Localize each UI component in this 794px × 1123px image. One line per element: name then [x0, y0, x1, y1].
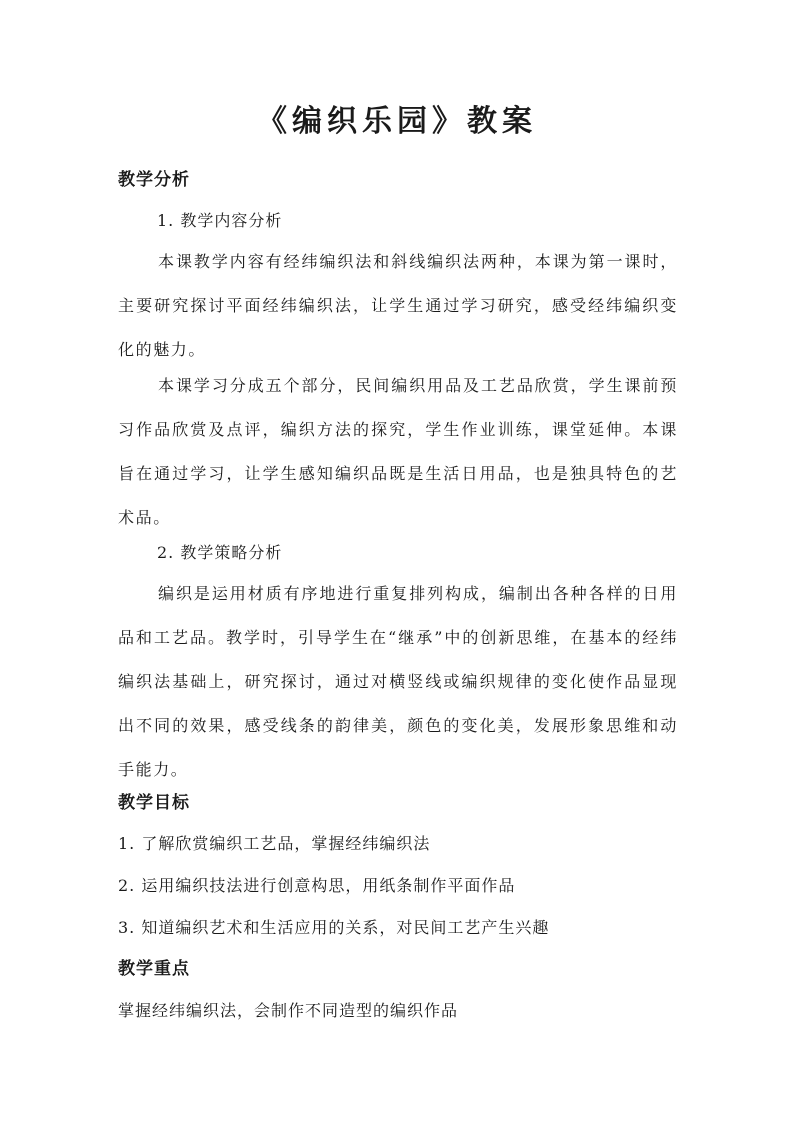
goal-item-1: 1. 了解欣赏编织工艺品，掌握经纬编织法 — [118, 834, 431, 853]
key-points-text: 掌握经纬编织法，会制作不同造型的编织作品 — [118, 1001, 459, 1020]
goal-item-3: 3. 知道编织艺术和生活应用的关系，对民间工艺产生兴趣 — [118, 918, 550, 937]
document-title: 《编织乐园》教案 — [257, 104, 537, 139]
paragraph-content-2: 本课学习分成五个部分，民间编织用品及工艺品欣赏，学生课前预习作品欣赏及点评，编织方法的探究，学生作业训练，课堂延伸。本课旨在通过学习，让学生感知编织品既是生活日用品，也是独具特色的艺术品。 — [118, 376, 678, 527]
section-heading-key-points: 教学重点 — [118, 959, 190, 979]
subheading-strategy-analysis: 2. 教学策略分析 — [157, 543, 283, 562]
section-heading-goals: 教学目标 — [118, 793, 190, 813]
paragraph-strategy-1: 编织是运用材质有序地进行重复排列构成，编制出各种各样的日用品和工艺品。教学时，引导学生在“继承”中的创新思维，在基本的经纬编织法基础上，研究探讨，通过对横竖线或编织规律的变化使作品显现出不同的效果，感受线条的韵律美，颜色的变化美，发展形象思维和动手能力。 — [118, 584, 678, 779]
section-heading-analysis: 教学分析 — [118, 170, 190, 190]
goal-item-2: 2. 运用编织技法进行创意构思，用纸条制作平面作品 — [118, 876, 516, 895]
paragraph-content-1: 本课教学内容有经纬编织法和斜线编织法两种，本课为第一课时，主要研究探讨平面经纬编织法，让学生通过学习研究，感受经纬编织变化的魅力。 — [118, 252, 678, 359]
subheading-content-analysis: 1. 教学内容分析 — [157, 211, 283, 230]
